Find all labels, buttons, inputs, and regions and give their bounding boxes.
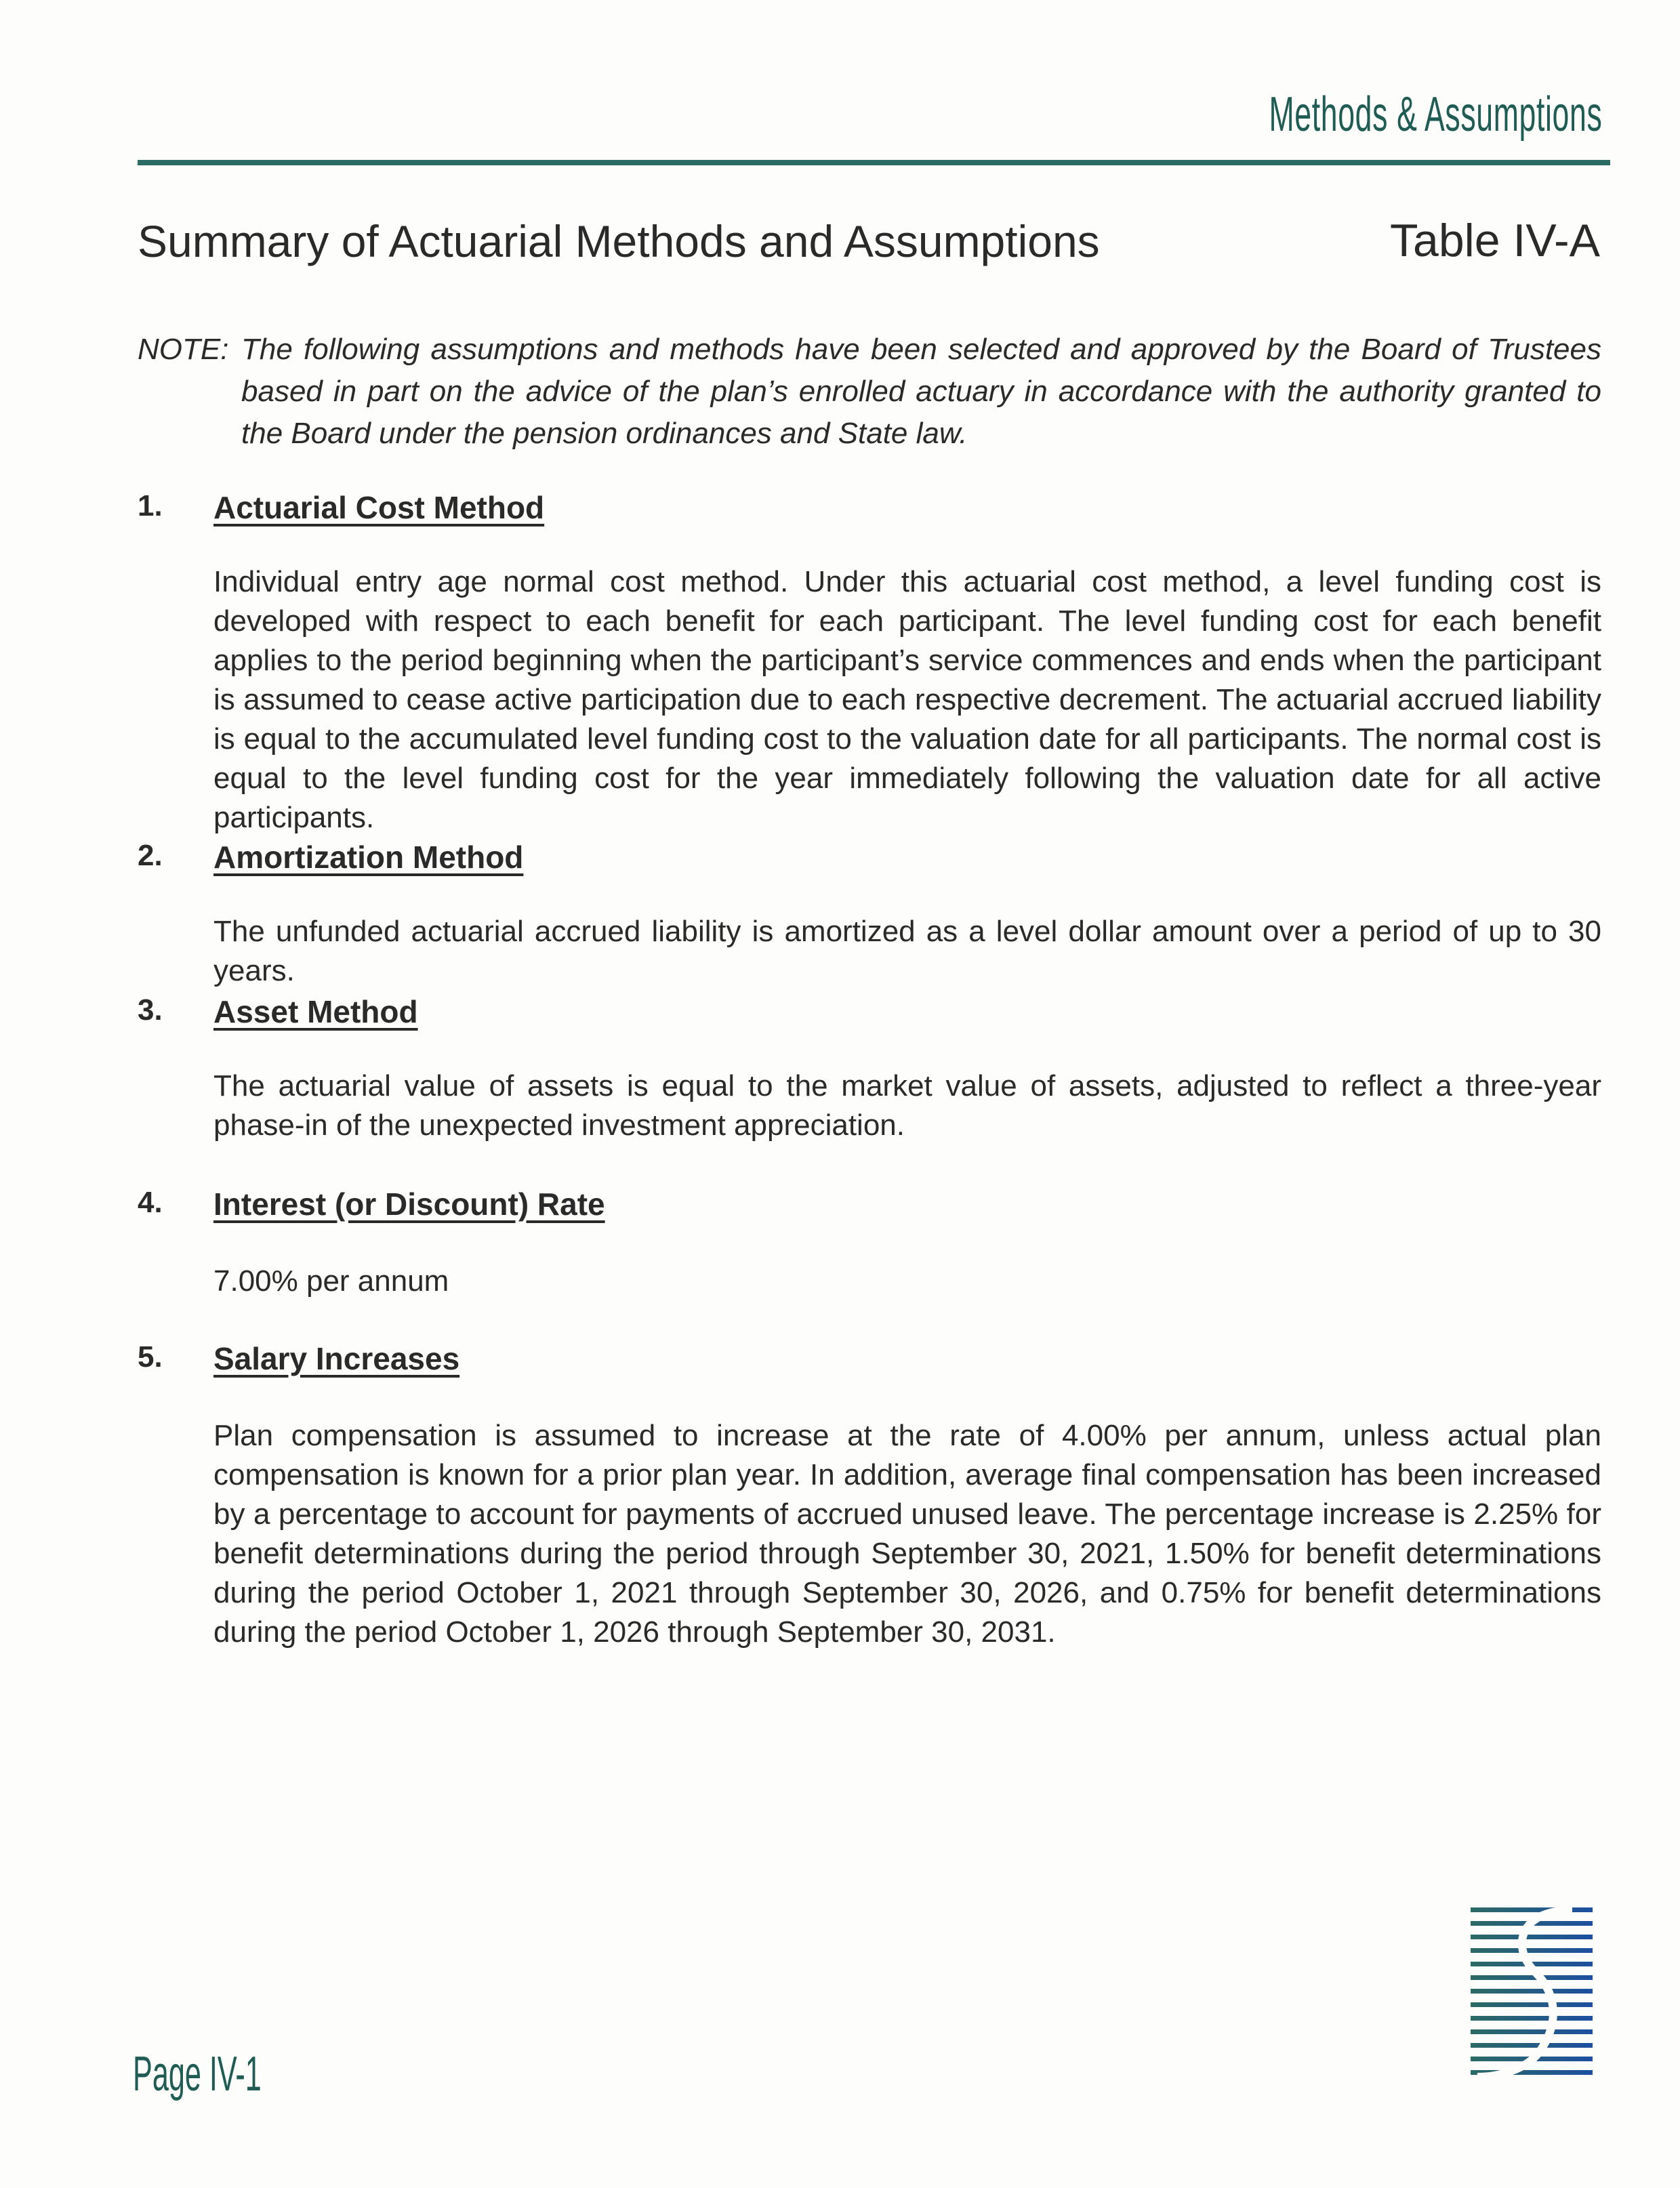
section-heading: Asset Method [213,994,418,1029]
section-body: 7.00% per annum [213,1264,449,1298]
note-text: The following assumptions and methods have been selected and approved by the Board of Trustees based in part on the advice of the plan’s enrolled actuary in accordance with the authority granted to the Board under the pension ordinances and State law. [241,333,1601,450]
section-body: Individual entry age normal cost method. Under this actuarial cost method, a level funding cost is developed with respect to each benefit for each participant. The level funding cost for each benefit applies to the period beginning when the participant’s service commences and ends when the participant is assumed to cease active participation due to each respective decrement. The actuarial accrued liability is equal to the accumulated level funding cost to the valuation date for all participants. The normal cost is equal to the level funding cost for the year immediately following the valuation date for all active participants. [213,565,1601,834]
page-title: Summary of Actuarial Methods and Assumptions [138,216,1100,266]
table-label: Table IV-A [1390,215,1600,266]
header-section-title: Methods & Assumptions [1269,87,1602,142]
section-heading: Interest (or Discount) Rate [213,1186,605,1222]
note-block [138,329,1601,455]
section-body: The actuarial value of assets is equal to the market value of assets, adjusted to reflect a three-year phase-in of the unexpected investment appreciation. [213,1069,1601,1142]
company-logo-icon [1471,1907,1593,2084]
section-heading: Amortization Method [213,840,524,875]
section-body: Plan compensation is assumed to increase at the rate of 4.00% per annum, unless actual plan compensation is known for a prior plan year. In addition, average final compensation has been increased by a percentage to account for payments of accrued unused leave. The percentage increase is 2.25% for benefit determinations during the period through September 30, 2021, 1.50% for benefit determinations during the period October 1, 2021 through September 30, 2026, and 0.75% for benefit determinations during the period October 1, 2026 through September 30, 2031. [213,1419,1601,1649]
section-number: 3. [138,993,163,1027]
section-number: 2. [138,839,163,872]
page-number: Page IV-1 [133,2047,262,2101]
note-label: NOTE: [138,333,229,366]
section-body: The unfunded actuarial accrued liability is amortized as a level dollar amount over a period of up to 30 years. [213,915,1601,987]
section-number: 4. [138,1186,163,1219]
section-number: 5. [138,1340,163,1374]
header-divider [138,160,1610,165]
section-heading: Salary Increases [213,1341,460,1376]
section-heading: Actuarial Cost Method [213,490,545,525]
section-number: 1. [138,489,163,522]
